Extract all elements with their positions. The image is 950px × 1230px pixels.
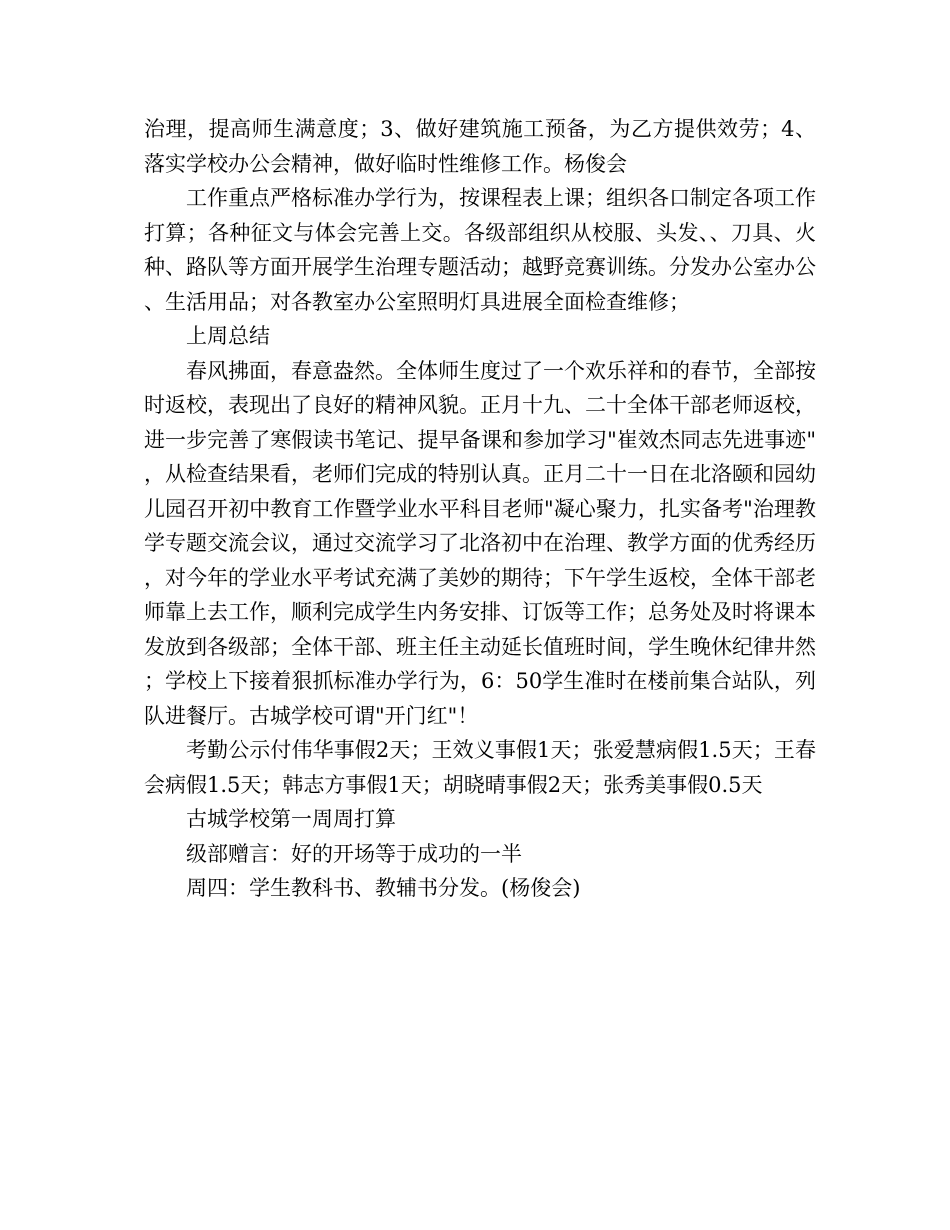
paragraph-thursday-task: 周四：学生教科书、教辅书分发。(杨俊会) xyxy=(186,876,581,900)
heading-week-one-plan: 古城学校第一周周打算 xyxy=(186,807,396,831)
paragraph-summary-body: 春风拂面，春意盎然。全体师生度过了一个欢乐祥和的春节，全部按时返校，表现出了良好的精神风貌。正月十九、二十全体干部老师返校，进一步完善了寒假读书笔记、提早备课和参加学习"崔效杰同志先进事迹"，从检查结果看，老师们完成的特别认真。正月二十一日在北洛颐和园幼儿园召开初中教育工作暨学业水平科目老师"凝心聚力，扎实备考"治理教学专题交流会议，通过交流学习了北洛初中在治理、教学方面的优秀经历，对今年的学业水平考试充满了美妙的期待；下午学生返校，全体干部老师靠上去工作，顺利完成学生内务安排、订饭等工作；总务处及时将课本发放到各级部；全体干部、班主任主动延长值班时间，学生晚休纪律井然；学校上下接着狠抓标准办学行为，6：50学生准时在楼前集合站队，列队进餐厅。古城学校可谓"开门红"！ xyxy=(144,358,816,728)
paragraph-motto: 级部赠言：好的开场等于成功的一半 xyxy=(186,841,522,866)
paragraph-work-focus: 工作重点严格标准办学行为，按课程表上课；组织各口制定各项工作打算；各种征文与体会完善上交。各级部组织从校服、头发、、刀具、火种、路队等方面开展学生治理专题活动；越野竞赛训练。分发办公室办公、生活用品；对各教室办公室照明灯具进展全面检查维修； xyxy=(144,186,816,314)
heading-last-week-summary: 上周总结 xyxy=(186,324,270,348)
paragraph-attendance: 考勤公示付伟华事假2天；王效义事假1天；张爱慧病假1.5天；王春会病假1.5天；韩志方事假1天；胡晓晴事假2天；张秀美事假0.5天 xyxy=(144,738,816,797)
paragraph-facilities-tasks: 治理，提高师生满意度；3、做好建筑施工预备，为乙方提供效劳；4、落实学校办公会精神，做好临时性维修工作。杨俊会 xyxy=(144,117,816,176)
document-body xyxy=(144,112,816,906)
